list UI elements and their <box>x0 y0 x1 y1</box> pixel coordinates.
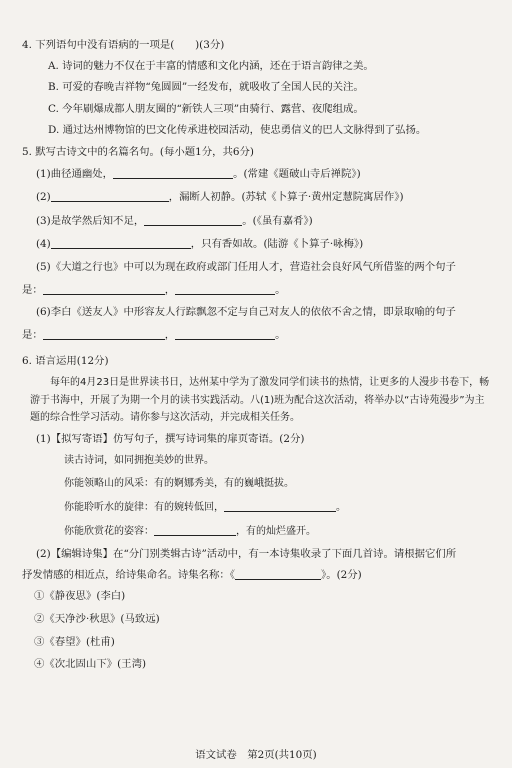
q5-item-1 <box>36 166 496 183</box>
page-footer: 语文试卷 第2页(共10页) <box>195 749 317 761</box>
answer-blank[interactable] <box>51 189 169 202</box>
q5-item-3-pre: (3)是故学然后知不足， <box>36 214 145 227</box>
q5-item-2-post: ，漏断人初静。(苏轼《卜算子·黄州定慧院寓居作》) <box>168 191 404 204</box>
q6-sub-2 <box>22 547 490 583</box>
q6-sub-1-line-2: 你能领略山的风采：有的婀娜秀美，有的巍峨挺拔。 <box>64 478 294 490</box>
q5-item-4-pre: (4) <box>36 238 51 251</box>
q6-sub-2-stem-b-pre: 抒发情感的相近点，给诗集命名。诗集名称：《 <box>22 568 236 581</box>
poem-item-2: ②《天净沙·秋思》(马致远) <box>34 613 160 626</box>
question-6 <box>22 354 496 673</box>
q4-option-a: A. 诗词的魅力不仅在于丰富的情感和文化内涵，还在于语言韵律之美。 <box>48 59 374 72</box>
q5-item-6-text: (6)李白《送友人》中形容友人行踪飘忽不定与自己对友人的依依不舍之情，即景取喻的句子 <box>36 306 456 319</box>
q6-stem: 6. 语言运用(12分) <box>22 354 109 367</box>
q5-item-5-lead: 是： <box>22 283 43 296</box>
poem-item-3: ③《春望》(杜甫) <box>34 635 115 648</box>
answer-blank[interactable] <box>224 499 336 512</box>
q6-sub-1-line-3 <box>64 499 496 515</box>
answer-blank[interactable] <box>43 327 165 340</box>
answer-blank[interactable] <box>175 327 275 340</box>
q4-option-b: B. 可爱的春晚吉祥物“兔圆圆”一经发布，就吸收了全国人民的关注。 <box>48 81 364 94</box>
q5-item-5 <box>22 260 492 298</box>
poem-item-1: ①《静夜思》(李白) <box>34 590 126 603</box>
period: 。 <box>275 283 286 296</box>
q4-stem: 4. 下列语句中没有语病的一项是( )(3分) <box>22 39 225 51</box>
period: 。 <box>275 328 286 341</box>
q6-sub-2-stem-a: (2)【编辑诗集】在“分门别类辑古诗”活动中，有一本诗集收录了下面几首诗。请根据它们所 <box>36 548 457 561</box>
q6-passage: 每年的4月23日是世界读书日，达州某中学为了激发同学们读书的热情，让更多的人漫步书卷下，畅游于书海中，开展了为期一个月的读书实践活动。八(1)班为配合这次活动，将举办以“古诗苑漫步”为主题的综合性学习活动。请你参与这次活动，并完成相关任务。 <box>30 377 490 424</box>
question-5 <box>22 145 496 343</box>
q5-item-5-text: (5)《大道之行也》中可以为现在政府或部门任用人才，营造社会良好风气所借鉴的两个句子 <box>36 261 456 274</box>
q5-item-6-lead: 是： <box>22 328 43 341</box>
answer-blank[interactable] <box>235 567 321 580</box>
q5-item-4 <box>36 236 496 253</box>
q5-item-6 <box>22 305 492 343</box>
q5-item-2-pre: (2) <box>36 191 51 204</box>
answer-blank[interactable] <box>43 282 165 295</box>
q6-sub-1-line-4 <box>64 523 496 539</box>
question-4 <box>22 38 496 139</box>
q5-item-3-post: 。(《虽有嘉肴》) <box>242 214 313 227</box>
answer-blank[interactable] <box>154 523 236 536</box>
q6-sub-2-stem-b-post: 》。(2分) <box>321 568 362 581</box>
q6-sub-1-line-4-post: ，有的灿烂盛开。 <box>236 526 316 538</box>
answer-blank[interactable] <box>51 236 191 249</box>
q4-option-c: C. 今年刷爆成都人朋友圈的“新铁人三项”由骑行、露营、夜爬组成。 <box>48 102 364 115</box>
q5-item-3 <box>36 213 496 230</box>
separator: ， <box>164 283 176 296</box>
answer-blank[interactable] <box>144 213 242 226</box>
answer-blank[interactable] <box>113 166 233 179</box>
poem-item-4: ④《次北固山下》(王湾) <box>34 658 147 671</box>
q5-item-1-post: 。(常建《题破山寺后禅院》) <box>233 167 361 180</box>
q6-sub-1-line-3-pre: 你能聆听水的旋律：有的婉转低回， <box>64 502 224 514</box>
answer-blank[interactable] <box>175 282 275 295</box>
q5-item-1-pre: (1)曲径通幽处， <box>36 167 114 180</box>
q5-stem: 5. 默写古诗文中的名篇名句。(每小题1分，共6分) <box>22 146 254 159</box>
q4-option-d: D. 通过达州博物馆的巴文化传承进校园活动，使忠勇信义的巴人文脉得到了弘扬。 <box>48 124 427 137</box>
q6-sub-1-line-4-pre: 你能欣赏花的姿容： <box>64 526 154 538</box>
separator: ， <box>164 328 176 341</box>
q6-sub-1-line-1: 读古诗词，如同拥抱美妙的世界。 <box>64 455 214 467</box>
q6-sub-1-line-3-post: 。 <box>336 502 346 514</box>
q6-sub-1-stem: (1)【拟写寄语】仿写句子，撰写诗词集的扉页寄语。(2分) <box>36 432 305 445</box>
q5-item-2 <box>36 189 496 206</box>
q5-item-4-post: ，只有香如故。(陆游《卜算子·咏梅》) <box>190 238 364 251</box>
